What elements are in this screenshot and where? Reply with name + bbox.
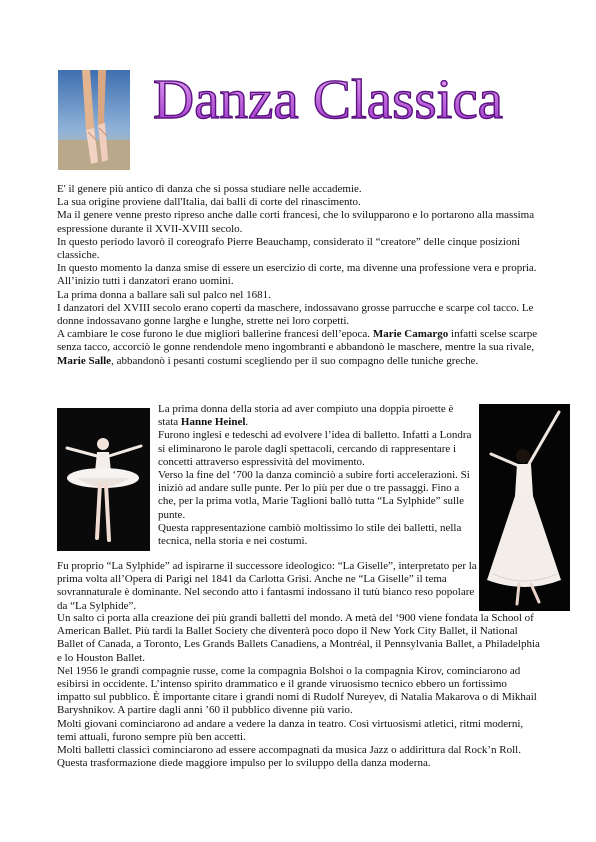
heinel-text-after: .: [245, 416, 249, 429]
giselle-text: Fu proprio “La Sylphide” ad ispirarne il successore ideologico: “La Giselle”, interpretato per la prima volta all’Opera di Parigi nel 1841 da Carlotta Grisi. Anche ne “La Giselle” il tema sovrannaturale è dominante. Nel secondo atto i fantasmi indossano il tutù bianco reso popolare da “La Sylphide”.: [57, 560, 477, 612]
name-hanne-heinel: Hanne Heinel: [180, 416, 246, 429]
intro-line: Ma il genere venne presto ripreso anche dalle corti francesi, che lo svilupparono e lo portarono alla massima espressione durante il XVII-XVIII secolo.: [57, 209, 535, 235]
name-marie-salle: Marie Salle: [57, 354, 112, 367]
camargo-text-after: , abbandonò i pesanti costumi scegliendo per il suo compagno delle tuniche greche.: [111, 354, 479, 367]
middle-text-block: [158, 403, 472, 548]
camargo-paragraph: [57, 328, 539, 368]
pointe-shoes-photo: [58, 70, 130, 170]
intro-line: In questo momento la danza smise di essere un esercizio di corte, ma divenne una professione vera e propria.: [57, 262, 537, 275]
intro-line: La prima donna a ballare salì sul palco nel 1681.: [57, 288, 271, 301]
page-title: [148, 64, 508, 134]
bottom-line: Molti balletti classici cominciarono ad essere accompagnati da musica Jazz o addirittura dal Rock’n Roll. Questa trasformazione diede maggiore impulso per lo sviluppo della danza moderna.: [57, 744, 521, 770]
camargo-text-before: A cambiare le cose furono le due migliori ballerine francesi dell’epoca.: [57, 328, 373, 341]
intro-line: In questo periodo lavorò il coreografo Pierre Beauchamp, considerato il “creatore” delle cinque posizioni classiche.: [57, 235, 521, 262]
ballerina-photo-right: [479, 404, 570, 611]
intro-line: I danzatori del XVIII secolo erano coperti da maschere, indossavano grosse parrucche e scarpe col tacco. Le donne indossavano gonne larghe e lunghe, strette nei loro corpetti.: [57, 301, 534, 328]
mid-line: Questa rappresentazione cambiò moltissimo lo stile dei balletti, nella tecnica, nella storia e nei costumi.: [158, 521, 462, 548]
ballerina-photo-left: [57, 408, 150, 551]
intro-line: All’inizio tutti i danzatori erano uomini.: [57, 275, 234, 288]
bottom-text-block: [57, 612, 541, 770]
heinel-paragraph: [158, 403, 472, 429]
intro-text-block: [57, 183, 539, 368]
bottom-line: Molti giovani cominciarono ad andare a vedere la danza in teatro. Così virtuosismi atletici, ritmi moderni, temi attuali, furono sempre più ben accetti.: [57, 717, 524, 743]
bottom-line: Nel 1956 le grandi compagnie russe, come la compagnia Bolshoi o la compagnia Kirov, cominciarono ad esibirsi in occidente. L’intenso spirito drammatico e il grande viruosismo tecnico ebbero un fortissimo impatto sul pubblico. È importante citare i grandi nomi di Rudolf Nureyev, di Natalia Makarova o di Mikhail Baryshnikov. A partire dagli anni ’60 il pubblico divenne più vario.: [57, 664, 537, 717]
bottom-line: Un salto ci porta alla creazione dei più grandi balletti del mondo. A metà del ‘900 viene fondata la School of American Ballet. Più tardi la Ballet Society che diventerà poco dopo il New York City Ballet, il National Ballet of Canada, a Toronto, Les Grands Ballets Canadiens, a Montréal, il Pennsylvania Ballet, a Philadelphia e lo Houston Ballet.: [57, 612, 540, 664]
heinel-text-before: La prima donna della storia ad aver compiuto una doppia piroette è stata: [158, 403, 454, 429]
mid-line: Verso la fine del ‘700 la danza cominciò a subire forti accelerazioni. Si iniziò ad andare sulle punte. Per lo più per due o tre passaggi. Fino a che, per la prima votla, Marie Taglioni ballò tutta “La Sylphide” sulle punte.: [158, 469, 470, 521]
title-text: Danza Classica: [153, 69, 504, 131]
camargo-text-middle: infatti scelse scarpe senza tacco, accorciò le gonne rendendole meno ingombranti e abbandonò le maschere, mentre la sua rivale,: [57, 328, 538, 354]
mid-line: Furono inglesi e tedeschi ad evolvere l’idea di balletto. Infatti a Londra si eliminarono le parole dagli spettacoli, cercando di rappresentare i concetti attraverso espressività del movimento.: [158, 429, 472, 468]
intro-line: La sua origine proviene dall'Italia, dai balli di corte del rinascimento.: [57, 196, 361, 209]
giselle-paragraph: [57, 560, 477, 613]
name-marie-camargo: Marie Camargo: [372, 328, 449, 341]
intro-line: E' il genere più antico di danza che si possa studiare nelle accademie.: [57, 183, 362, 195]
